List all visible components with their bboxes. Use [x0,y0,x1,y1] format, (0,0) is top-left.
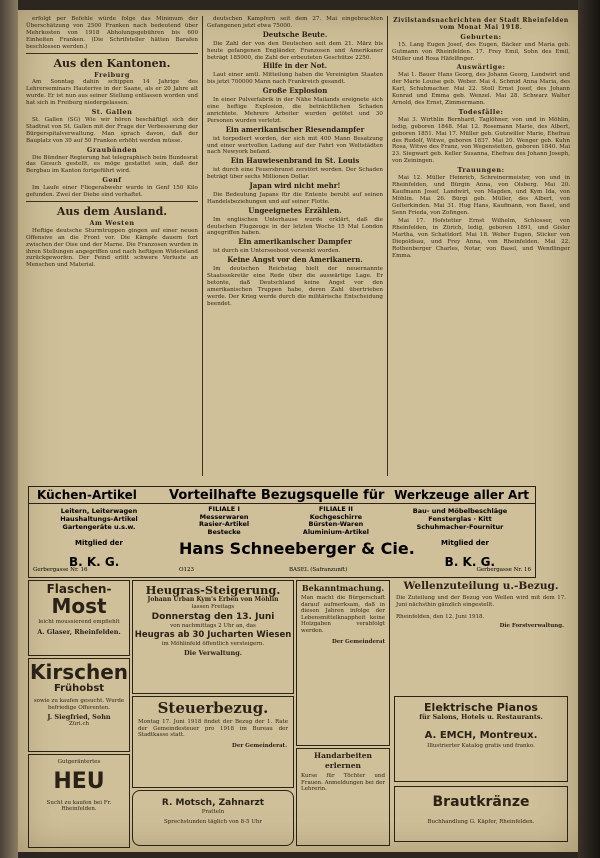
heading-hilfe: Hilfe in der Not. [262,61,328,71]
ad-bekanntmachung: Bekanntmachung. Man macht die Bürgerschaft darauf aufmerksam, daß in diesen Jahren infolge der Lebensmittelknappheit keine Holzgaben verabfolgt werden. Der Gemeinderat [296,580,390,746]
col1-intro: erfolgt per Befehle würde folge das Minimum der Überschätzung von 2500 Franken nach bedeutend über Mehrkosten von 1918 Abholungsgebühren bis 600 Einheiten Franken. (Die Schrifsteller hätten Barafen beschlossen werden.) [26,16,198,50]
heading-riesendampfer: Ein amerikanischer Riesendampfer [225,124,365,134]
ad-schneeberger [28,486,536,578]
book-spine [0,0,18,858]
article-st-louis: ist durch eine Feuersbrunst zerstört worden. Der Schaden beträgt über sechs Millionen Dollar. [207,167,383,181]
ad-left-items: Leitern, Leiterwagen Haushaltungs-Artikel Gartengeräte u.s.w. [60,507,138,531]
ad-bkg-left: B. K. G. [69,555,120,569]
heading-auswaertige: Auswärtige: [456,63,506,72]
ad-wellenzuteilung: Wellenzuteilung u.-Bezug. Die Zuteilung und der Bezug von Wellen wird mit dem 17. Juni nächsthin gänzlich eingestellt. Rheinfelden, den 12. Juni 1918. Die Forstverwaltung. [396,580,566,629]
article-st-gallen: St. Gallen (SG) Wie wir hören beschäftigt sich der Stadtrat von St. Gallen mit der Frage der Verbesserung der Bürgerspitalverwaltung. Man sprach davon, daß der Bauplatz von 30 auf 50 Franken erhöht werden müsse. [26,116,198,144]
ad-bkg-right: B. K. G. [444,555,495,569]
heading-geburten: Geburten: [460,32,502,41]
subheading-graubuenden: Graubünden [86,145,138,154]
ad-flaschen-most: Flaschen- Most leicht moussierend empfiehlt A. Glaser, Rheinfelden. [28,580,130,656]
article-japan: Die Bedeutung Japans für die Entente beruht auf seinen Handelsbeziehungen und auf seiner Flotte. [207,191,383,205]
article-deutsche-beute: Die Zahl der von den Deutschen seit dem 21. März bis heute gefangenen Engländer, Franzosen und Amerikaner beträgt 185000, die Zahl der erbeuteten Geschütze 2250. [207,40,383,61]
heading-amerikaner: Keine Angst vor den Amerikanern. [227,255,363,265]
article-freiburg: Am Sonntag dahin schippen 14 Jahrige des Lehrerseminars Hauterive in der Saane, als er 20 Jahre alt wurde. Er ist nun aus seiner Stellung entlassen worden und hat sich in Freiburg niedergelassen. [26,79,198,107]
heading-todesfaelle: Todesfälle: [458,107,504,116]
column-3 [392,16,570,476]
list-auswaertige: Mai 1. Bauer Hans Georg, des Johann Georg, Landwirt und der Marie Louise geb. Weber. Mai 4. Schmid Anna Maria, des Karl, Schuhmacher. Mai 22. Stoll Ernst Josef, des Johann Konrad und Emma geb. Wenzel. Mai 28. Schwarz Walter Arnold, des Ernst, Zimmermann. [392,72,570,106]
ad-addr-left: Gerbergasse Nr. 16 [33,567,88,573]
heading-deutsche-beute: Deutsche Beute. [262,29,328,39]
heading-dampfer: Ein amerikanischer Dampfer [238,237,352,247]
ad-right-items: Bau- und Möbelbeschläge Fensterglas · Kitt Schuhmacher-Fournitur [412,507,508,531]
ad-heu: Gutgeräntertes HEU Sucht zu kaufen bei Fr. Rheinfelden. [28,754,130,848]
article-graubuenden: Die Bündner Regierung hat telegraphisch beim Bundesrat das Gesuch gestellt, es möge gestattet sein, daß der Bergbau im Kanton fortgeführt wird. [26,154,198,175]
article-hilfe: Laut einer amtl. Mitteilung haben die Vereinigten Staaten bis jetzt 700000 Mann nach Frankreich gesandt. [207,72,383,86]
subheading-genf: Genf [102,176,122,185]
heading-st-louis: Ein Hauwiesenbrand in St. Louis [230,156,360,166]
ad-kirschen: Kirschen Frühobst sowie zu kaufen gesucht. Wurde befriedige Offerenten. J. Siegfried, Sohn Züri.ch [28,658,130,752]
ad-brautkraenze: Brautkränze Buchhandlung G. Käpfer, Rheinfelden. [394,786,568,842]
ad-heugras: Heugras-Steigerung. Johann Urban Kym's Erben von Möhlin lassen Freitags Donnerstag den 13. Juni von nachmittags 2 Uhr an, das Heugras ab 30 Jucharten Wiesen im Möhlinfeld öffentlich versteigern. Die Verwaltung. [132,580,294,694]
page-edge [578,0,600,858]
ad-addr-right: Gerbergasse Nr. 16 [476,567,531,573]
article-dampfer: ist durch ein Unterseeboot versenkt worden. [213,248,341,255]
ad-left-title: Küchen-Artikel [37,488,137,502]
column-2 [207,16,383,476]
section-heading-kantonen: Aus den Kantonen. [53,56,171,70]
subheading-freiburg: Freiburg [94,70,130,79]
ad-steuerbezug: Steuerbezug. Montag 17. Juni 1918 findet der Bezug der 1. Rate der Gemeindesteuer pro 1918 im Bureau der Stadtkasse statt. Der Gemeinderat. [132,696,294,788]
article-genf: Im Laufe einer Fliegerabwehr wurde in Genf 150 Kilo gefunden. Zwei der Diebe sind verhaftet. [26,185,198,199]
section-heading-ausland: Aus dem Ausland. [56,204,168,218]
subheading-st-gallen: St. Gallen [91,108,133,117]
article-amerikaner: Im deutschen Reichstag hielt der neuernannte Staatssekretär eine Rede über die auswärtige Lage. Er betonte, daß Deutschland keine Angst vor den amerikanischen Truppen habe, deren Zahl übertrieben werde. Der Krieg werde durch die militärische Entscheidung beendet. [207,266,383,307]
ad-phone: O123 [179,567,195,573]
ad-member-left: Mitglied der [75,539,123,547]
list-geburten: 15. Lang Eugen Josef, des Eugen, Bäcker und Maria geb. Gutmann von Rheinfelden. 17. Frey Emil, Sohn des Emil, Müller und Rosa Häfelfinger. [392,41,570,62]
article-riesendampfer: ist torpediert worden, der sich mit 400 Mann Besatzung und einer wertvollen Ladung auf der Fahrt von Weltstädten nach Newyork befand. [207,135,383,156]
article-explosion: In einer Pulverfabrik in der Nähe Mailands ereignete sich eine heftige Explosion, die beträchtlichen Schaden anrichtete. Mehrere Arbeiter wurden getötet und 30 Personen wurden verletzt. [207,97,383,124]
heading-erzaehlen: Ungeeignetes Erzählen. [248,205,342,215]
zivilstand-heading: Zivilstandsnachrichten der Stadt Rheinfelden vom Monat Mai 1918. [393,17,569,31]
ad-right-title: Werkzeuge aller Art [394,488,529,502]
ad-center-items: FILIALE I Messerwaren Rasier-Artikel Bestecke FILIALE II Kochgeschirre Bürsten-Waren Aluminium-Artikel [199,505,369,536]
heading-japan: Japan wird nicht mehr! [249,181,341,191]
newspaper-page [18,10,578,852]
heading-explosion: Große Explosion [262,86,328,96]
list-trauungen: Mai 12. Müller Heinrich, Schreinermeister, von und in Rheinfelden, und Bürgin Anna, von Olsberg. Mai 20. Kaufmann Josef, Landwirt, von Magden, und Kym Ida, von Möhlin. Mai 26. Bürgi geb. Müller, des Albert, von Gelterkinden. Mai 31. Hug Hans, Kaufmann, von Basel, und Senn Frieda, von Zofingen. [392,175,570,216]
list-verkuendungen: Mai 17. Hofstetter Ernst Wilhelm, Schlosser, von Rheinfelden, in Zürich, ledig, geboren 1891, und Gisler Martha, von Schattdorf. Mai 18. Weber Eugen, Sticker von Diepoldsau, und Frey Anna, von Rheinfelden. Mai 22. Rothenberger Charles, Notar, von Basel, und Wendlinger Emma. [392,218,570,259]
subheading-westen: Am Westen [89,218,135,227]
ad-firm-name: Hans Schneeberger & Cie. [179,539,415,558]
list-todesfaelle: Mai 3. Wirthlin Bernhard, Taglöhner, von und in Möhlin, ledig, geboren 1848. Mai 12. Rosemann Marie, des Albert, geboren 1851. Mai 17. Müller geb. Gutzwiller Marie, Ehefrau des Rudolf, Witwe, geboren 1837. Mai 20. Wenger geb. Kuhn Rosa, Witwe des Franz, von Wegenstetten, geboren 1840. Mai 23. Siegwart geb. Keller Susanna, Ehefrau des Johann Joseph, von Zeiningen. [392,116,570,165]
ad-motsch: R. Motsch, Zahnarzt Pratteln Sprechstunden täglich von 8-5 Uhr [132,790,294,846]
article-erzaehlen: Im englischen Unterhause wurde erklärt, daß die deutschen Flugzeuge in der letzten Woche 15 Mal London angegriffen haben. [207,216,383,237]
ad-pianos: Elektrische Pianos für Salons, Hotels u. Restaurants. A. EMCH, Montreux. Illustrierter Katalog gratis und franko. [394,696,568,782]
article-westen: Heftige deutsche Sturmtruppen gingen auf einer neuen Offensive an die Front vor. Die Kämpfe dauern fort zwischen der Oise und der Marne. Die Franzosen wurden in ihren Stellungen angegriffen und nach heftigem Widerstand zurückgeworfen. Der Feind erlitt schwere Verluste an Menschen und Material. [26,227,198,269]
col2-intro: deutschen Kampfern seit dem 27. Mai eingebrachten Gefangenen jetzt etwa 75000. [207,16,383,29]
ad-city: BASEL (Safranzunft) [289,567,348,573]
heading-trauungen: Trauungen: [457,166,505,175]
column-1 [26,16,198,476]
ad-member-right: Mitglied der [441,539,489,547]
ad-center-title: Vorteilhafte Bezugsquelle für [169,488,385,503]
ad-handarbeiten: Handarbeiten erlernen Kurse für Töchter und Frauen. Anmeldungen bei der Lehrerin. [296,748,390,846]
